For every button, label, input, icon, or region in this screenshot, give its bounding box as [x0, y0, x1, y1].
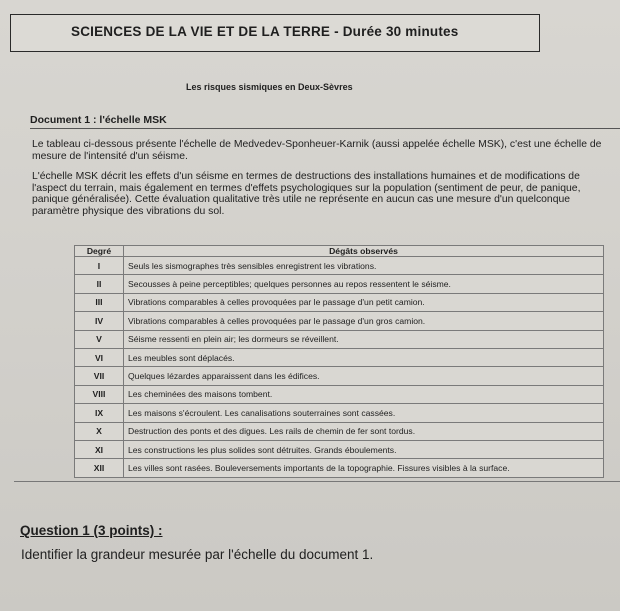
- degree-cell: II: [75, 275, 124, 293]
- table-row: [75, 422, 604, 440]
- degree-cell: III: [75, 293, 124, 311]
- effect-cell: Les meubles sont déplacés.: [124, 348, 604, 366]
- table-row: [75, 404, 604, 422]
- table-row: [75, 275, 604, 293]
- degree-column-header: Degré: [75, 246, 124, 257]
- degree-cell: X: [75, 422, 124, 440]
- effect-cell: Séisme ressenti en plein air; les dormeurs se réveillent.: [124, 330, 604, 348]
- effect-cell: Vibrations comparables à celles provoquées par le passage d'un petit camion.: [124, 293, 604, 311]
- degree-cell: VIII: [75, 385, 124, 403]
- degree-cell: I: [75, 257, 124, 275]
- effect-cell: Les cheminées des maisons tombent.: [124, 385, 604, 403]
- description-paragraph: L'échelle MSK décrit les effets d'un séisme en termes de destructions des installations humaines et de modifications de l'aspect du terrain, mais également en termes d'effets psychologiques sur la population (sentiment de peur, de panique, panique généralisée). Cette évaluation qualitative très utile ne représente en aucun cas une mesure d'un quelconque paramètre physique des vibrations du sol.: [32, 171, 581, 217]
- question-heading: Question 1 (3 points) :: [20, 523, 163, 538]
- effect-cell: Seuls les sismographes très sensibles enregistrent les vibrations.: [124, 257, 604, 275]
- degree-cell: XII: [75, 459, 124, 477]
- effect-cell: Destruction des ponts et des digues. Les rails de chemin de fer sont tordus.: [124, 422, 604, 440]
- effect-cell: Les maisons s'écroulent. Les canalisations souterraines sont cassées.: [124, 404, 604, 422]
- document-heading: Document 1 : l'échelle MSK: [30, 114, 167, 126]
- effect-cell: Vibrations comparables à celles provoquées par le passage d'un gros camion.: [124, 312, 604, 330]
- page-subtitle: Les risques sismiques en Deux-Sèvres: [186, 82, 353, 92]
- table-row: [75, 367, 604, 385]
- table-row: [75, 257, 604, 275]
- degree-cell: V: [75, 330, 124, 348]
- table-row: [75, 312, 604, 330]
- document-divider: [30, 128, 620, 129]
- degree-cell: IX: [75, 404, 124, 422]
- section-divider: [14, 481, 620, 482]
- degree-cell: XI: [75, 440, 124, 458]
- table-row: [75, 330, 604, 348]
- table-row: [75, 385, 604, 403]
- question-text: Identifier la grandeur mesurée par l'échelle du document 1.: [21, 547, 374, 562]
- effects-column-header: Dégâts observés: [124, 246, 604, 257]
- page-title: SCIENCES DE LA VIE ET DE LA TERRE - Durée 30 minutes: [71, 24, 459, 39]
- degree-cell: IV: [75, 312, 124, 330]
- degree-cell: VII: [75, 367, 124, 385]
- intro-paragraph: Le tableau ci-dessous présente l'échelle de Medvedev-Sponheuer-Karnik (aussi appelée échelle MSK), c'est une échelle de mesure de l'intensité d'un séisme.: [32, 139, 602, 162]
- effect-cell: Les constructions les plus solides sont détruites. Grands éboulements.: [124, 440, 604, 458]
- effect-cell: Secousses à peine perceptibles; quelques personnes au repos ressentent le séisme.: [124, 275, 604, 293]
- msk-scale-table: [74, 245, 604, 478]
- table-header-row: [75, 246, 604, 257]
- title-box: [10, 14, 540, 52]
- effect-cell: Les villes sont rasées. Bouleversements importants de la topographie. Fissures visibles à la surface.: [124, 459, 604, 477]
- table-row: [75, 293, 604, 311]
- table-row: [75, 348, 604, 366]
- degree-cell: VI: [75, 348, 124, 366]
- table-row: [75, 440, 604, 458]
- effect-cell: Quelques lézardes apparaissent dans les édifices.: [124, 367, 604, 385]
- table-row: [75, 459, 604, 477]
